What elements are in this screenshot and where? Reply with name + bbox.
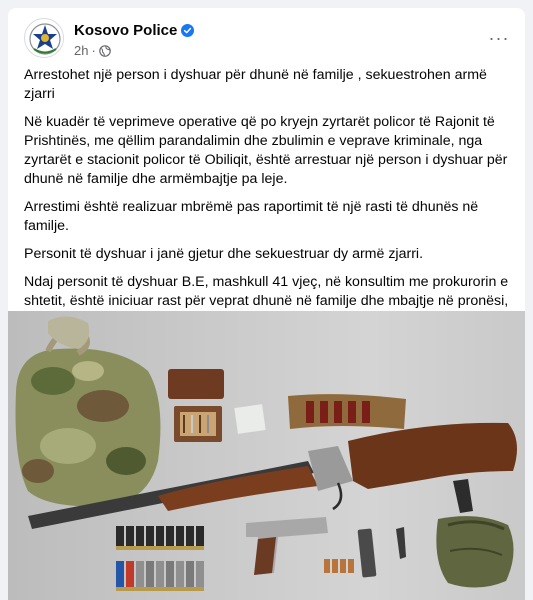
post-headline: Arrestohet një person i dyshuar për dhunë në familje , sekuestrohen armë zjarri xyxy=(24,67,487,102)
paper-note xyxy=(234,404,265,434)
post-card xyxy=(8,8,525,600)
post-meta xyxy=(74,43,111,58)
cleaning-kit xyxy=(168,369,224,442)
post-paragraph: Ndaj personit të dyshuar B.E, mashkull 41 vjeç, në konsultim me prokurorin e shtetit, është iniciuar rast për veprat dhunë në familje dhe mbajtje në pronësi, xyxy=(24,274,509,309)
post-paragraph: Personit të dyshuar i janë gjetur dhe sekuestruar dy armë zjarri. xyxy=(24,246,424,262)
page-name-link[interactable] xyxy=(74,22,194,39)
police-badge-icon xyxy=(25,19,64,58)
gloves xyxy=(436,516,513,587)
post-photo[interactable] xyxy=(8,311,525,600)
knife xyxy=(396,527,406,559)
seized-weapons-photo xyxy=(8,311,525,600)
post-timestamp[interactable]: 2h xyxy=(74,43,89,58)
shotgun-shells xyxy=(116,526,204,591)
post-paragraph: Arrestimi është realizuar mbrëmë pas raportimit të një rasti të dhunës në familje. xyxy=(24,199,479,234)
pistol xyxy=(246,517,328,575)
pistol-rounds xyxy=(324,559,354,573)
meta-separator: · xyxy=(91,43,96,58)
more-options-icon[interactable]: ··· xyxy=(488,27,510,48)
page-avatar[interactable] xyxy=(24,18,64,58)
verified-badge-icon xyxy=(181,24,194,37)
page-name[interactable]: Kosovo Police xyxy=(74,22,178,39)
post-paragraph: Në kuadër të veprimeve operative që po kryejn zyrtarët policor të Rajonit të Prishtinës, me qëllim parandalimin dhe zbulimin e veprave kriminale, nga zyrtarët e stacionit policor të Obiliqit, është arrestuar një person i dyshuar për dhunë në familje dhe armëmbajtje pa leje. xyxy=(24,114,508,187)
ammo-belt xyxy=(288,394,406,429)
post-header xyxy=(24,18,515,62)
magazine xyxy=(358,528,377,577)
camouflage-bag xyxy=(16,330,161,507)
globe-icon[interactable] xyxy=(99,45,111,57)
